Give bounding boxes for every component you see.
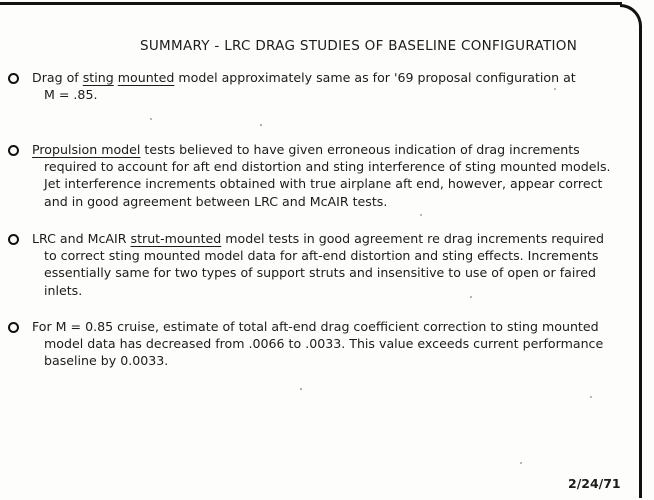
bullet-icon xyxy=(8,234,19,245)
text-line: model data has decreased from .0066 to .0033. This value exceeds current performance xyxy=(44,336,604,352)
text-line: and in good agreement between LRC and McAIR tests. xyxy=(44,193,388,209)
document-date: 2/24/71 xyxy=(568,476,621,491)
summary-item-3 xyxy=(32,230,624,299)
summary-item-4 xyxy=(32,318,624,370)
scan-speck xyxy=(300,388,302,390)
summary-item-2 xyxy=(32,141,624,210)
scan-speck xyxy=(554,88,556,90)
bullet-icon xyxy=(8,322,19,333)
bullet-icon xyxy=(8,145,19,156)
summary-item-1 xyxy=(32,69,624,103)
underlined-term-propulsion-model: Propulsion model xyxy=(32,142,141,157)
scan-speck xyxy=(590,396,592,398)
scan-speck xyxy=(520,462,522,464)
text-line: Jet interference increments obtained with true airplane aft end, however, appear correct xyxy=(44,176,603,192)
text-line: Drag of sting mounted model approximately same as for '69 proposal configuration at xyxy=(32,70,576,85)
text-line: baseline by 0.0033. xyxy=(44,353,169,369)
text-line: to correct sting mounted model data for aft-end distortion and sting effects. Increments xyxy=(44,248,599,264)
text-line: essentially same for two types of support struts and insensitive to use of open or faired xyxy=(44,265,596,281)
scan-speck xyxy=(260,124,262,126)
scan-speck xyxy=(470,296,472,298)
page-border-top xyxy=(0,2,622,5)
text-line: M = .85. xyxy=(44,87,98,103)
text-line: required to account for aft end distortion and sting interference of sting mounted models. xyxy=(44,159,611,175)
scan-speck xyxy=(150,118,152,120)
underlined-term-mounted: mounted xyxy=(117,70,175,85)
text-line: For M = 0.85 cruise, estimate of total aft-end drag coefficient correction to sting mounted xyxy=(32,319,599,334)
underlined-term-sting: sting xyxy=(82,70,114,85)
scan-speck xyxy=(420,214,422,216)
text-line: LRC and McAIR strut-mounted model tests in good agreement re drag increments required xyxy=(32,231,605,246)
page-title: SUMMARY - LRC DRAG STUDIES OF BASELINE CONFIGURATION xyxy=(140,38,578,54)
bullet-icon xyxy=(8,73,19,84)
text-line: inlets. xyxy=(44,282,83,298)
underlined-term-strut-mounted: strut-mounted xyxy=(130,231,222,246)
text-line: Propulsion model tests believed to have given erroneous indication of drag increments xyxy=(32,142,580,157)
